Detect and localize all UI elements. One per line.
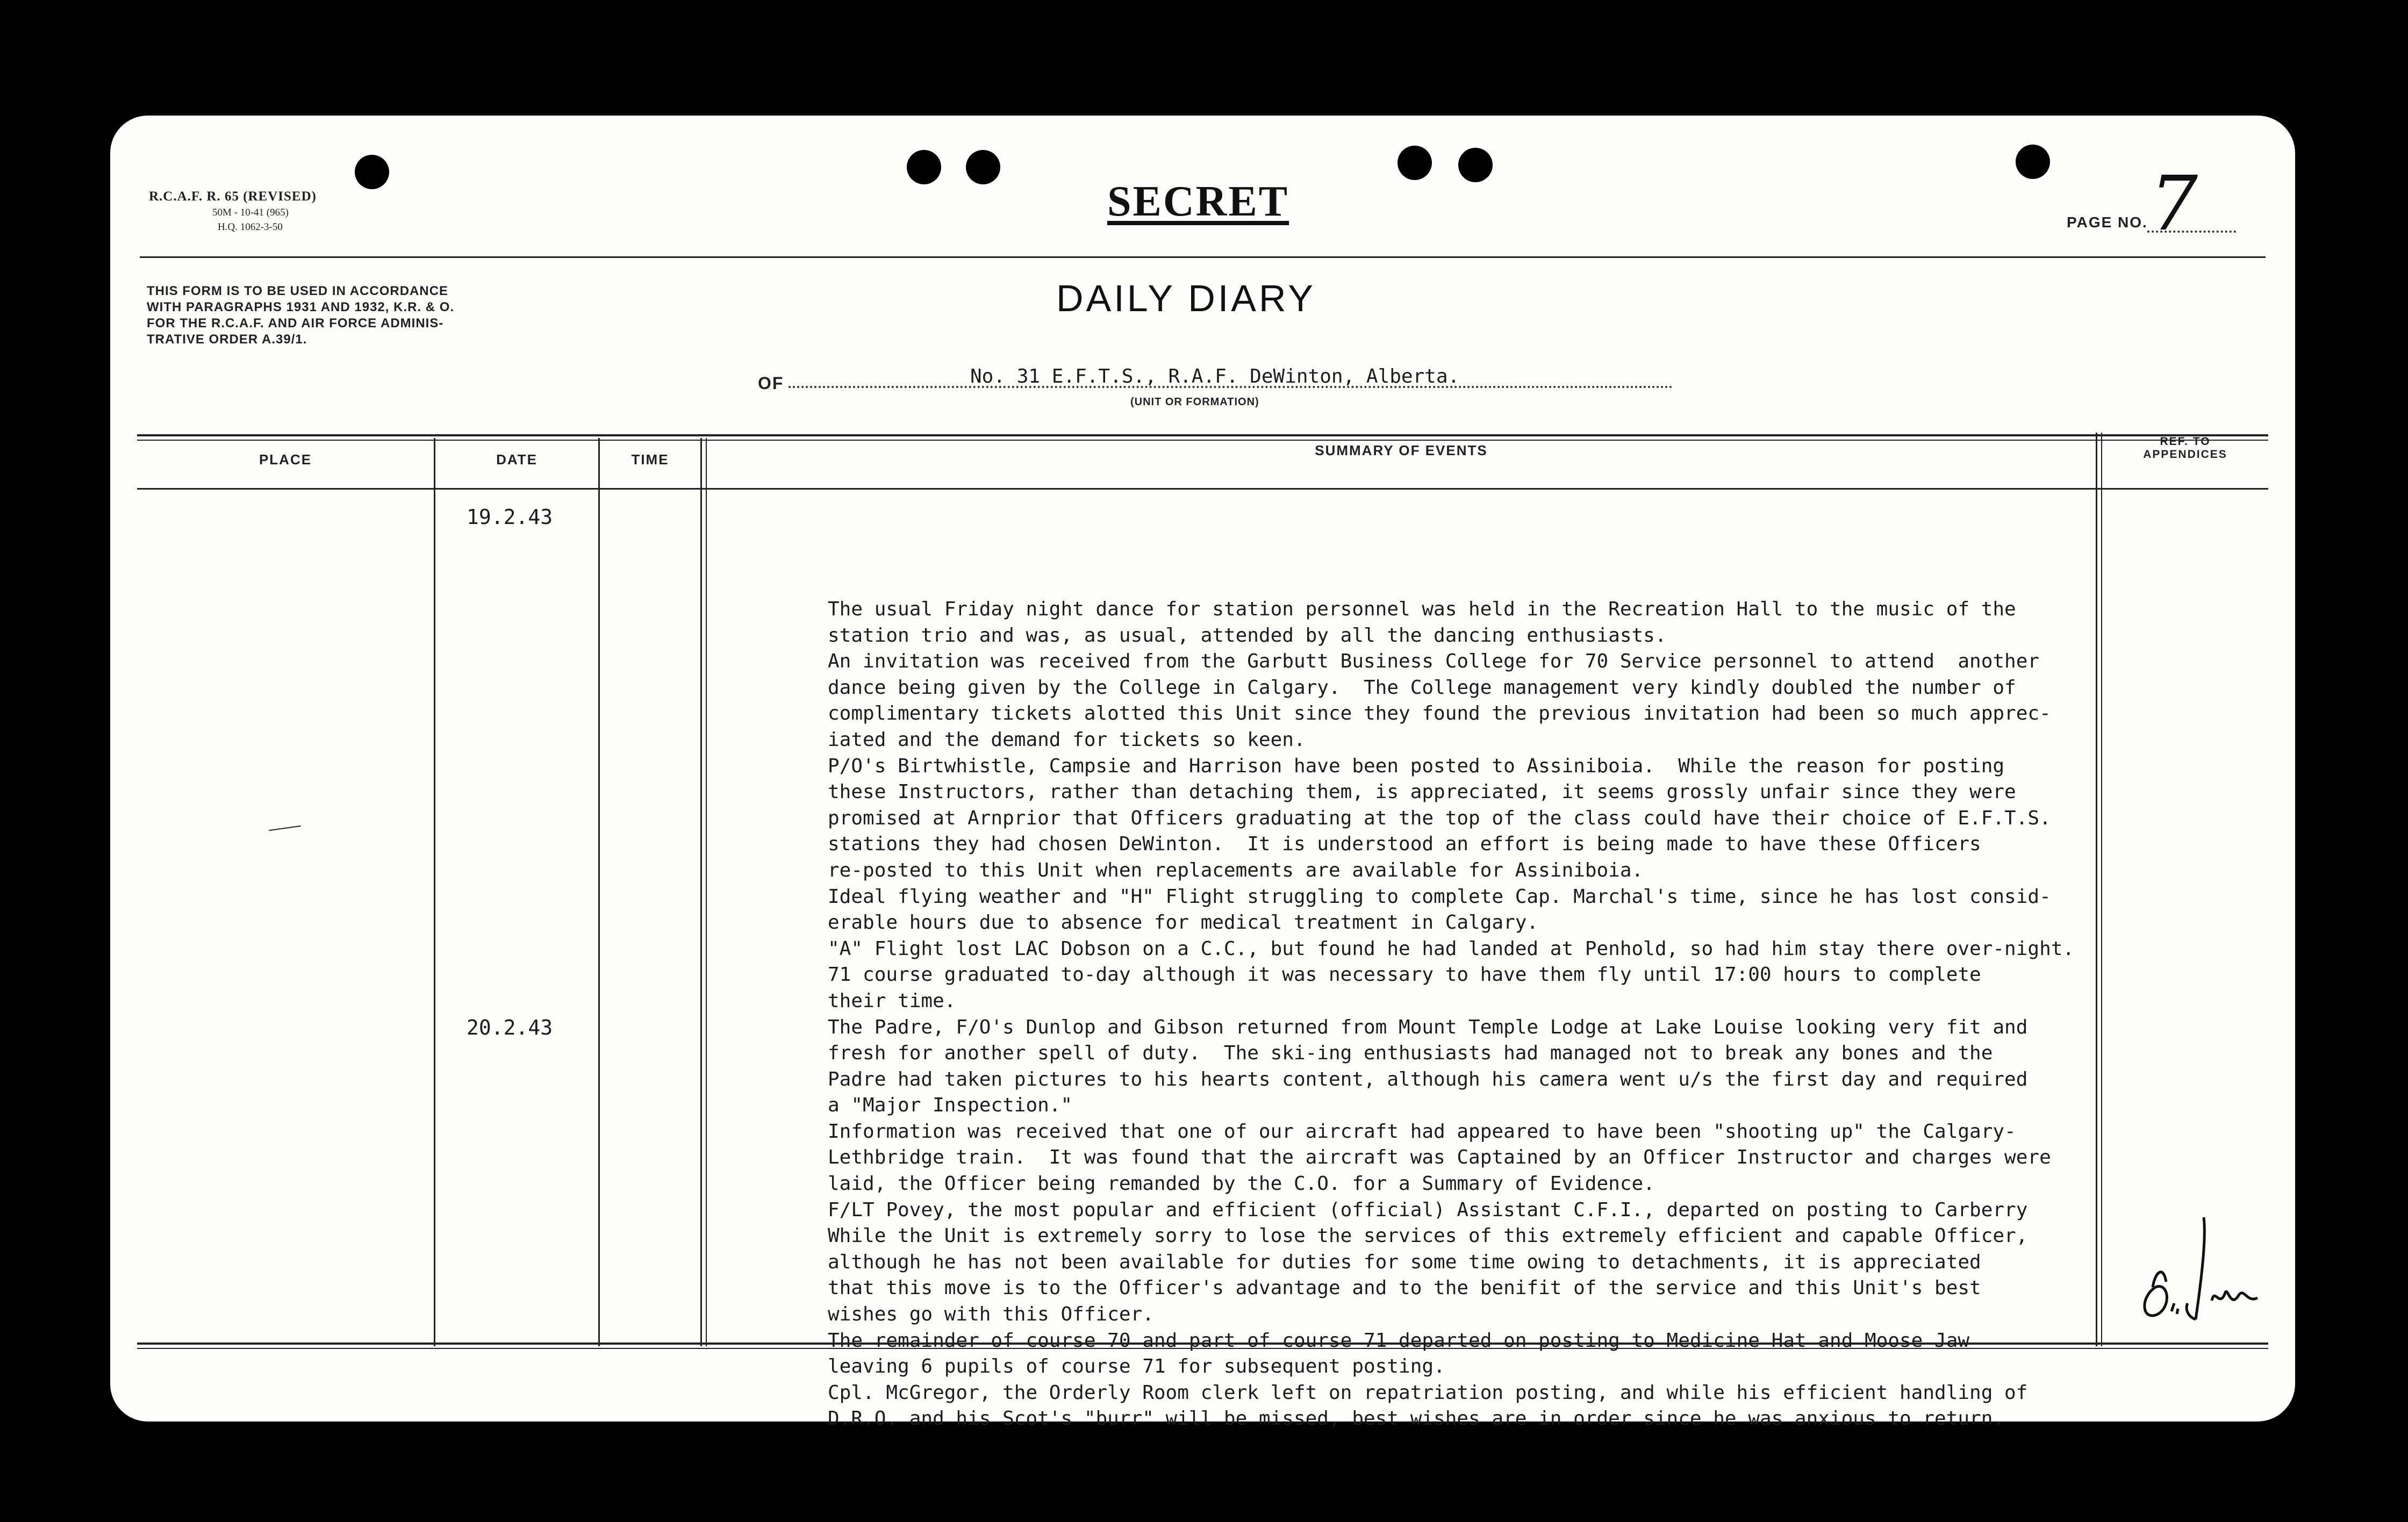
punch-hole [1398, 146, 1432, 180]
summary-line: An invitation was received from the Garbutt Business College for 70 Service personnel to attend another [828, 650, 2040, 673]
summary-line: dance being given by the College in Calgary. The College management very kindly doubled the number of [828, 676, 2016, 699]
summary-line: laid, the Officer being remanded by the C.O. for a Summary of Evidence. [828, 1173, 1655, 1195]
summary-line: although he has not been available for duties for some time owing to detachments, it is appreciated [828, 1251, 1981, 1273]
summary-line: 71 course graduated to-day although it was necessary to have them fly until 17:00 hours to complete [828, 964, 1981, 986]
column-divider [700, 438, 702, 1346]
punch-hole [355, 155, 389, 189]
page-number-label: PAGE NO. [2067, 214, 2148, 231]
summary-line: these Instructors, rather than detaching them, is appreciated, it seems grossly unfair since they were [828, 781, 2016, 803]
summary-line: complimentary tickets alotted this Unit since they found the previous invitation had been so much apprec- [828, 702, 2051, 725]
margin-mark [269, 825, 301, 831]
column-divider [434, 438, 435, 1346]
summary-line: iated and the demand for tickets so keen. [828, 728, 1306, 751]
column-divider [598, 438, 600, 1346]
page-number-rule [2147, 231, 2236, 233]
page-number: 7 [2150, 160, 2198, 248]
entry-date: 20.2.43 [467, 1016, 553, 1039]
diary-sheet [110, 116, 2295, 1430]
summary-line: erable hours due to absence for medical treatment in Calgary. [828, 911, 1539, 934]
column-header-summary: SUMMARY OF EVENTS [1315, 442, 1488, 458]
column-header-ref-line: REF. TO [2160, 435, 2211, 448]
summary-line: that this move is to the Officer's advantage and to the benifit of the service and this Unit's best [828, 1277, 1981, 1300]
column-header-time: TIME [631, 451, 669, 468]
table-top-rule-2 [137, 440, 2268, 441]
summary-line: The usual Friday night dance for station personnel was held in the Recreation Hall to the music of the [828, 598, 2016, 620]
form-number: R.C.A.F. R. 65 (REVISED) [149, 189, 317, 204]
column-header-date: DATE [496, 451, 538, 468]
column-header-ref [2102, 435, 2268, 461]
header-rule [140, 256, 2266, 258]
summary-line: Lethbridge train. It was found that the aircraft was Captained by an Officer Instructor and charges were [828, 1146, 2051, 1169]
column-divider [706, 438, 707, 1346]
form-print-code: 50M - 10-41 (965) [212, 207, 289, 218]
column-header-place: PLACE [259, 451, 312, 468]
column-header-ref-line: APPENDICES [2143, 448, 2227, 461]
summary-line: The remainder of course 70 and part of course 71 departed on posting to Medicine Hat and Moose Jaw [828, 1329, 1970, 1352]
punch-hole [966, 150, 1000, 184]
table-top-rule [137, 434, 2268, 436]
unit-label: OF [758, 374, 784, 393]
entry-date: 19.2.43 [467, 505, 553, 529]
punch-hole [1458, 148, 1493, 182]
unit-caption: (UNIT OR FORMATION) [1130, 396, 1259, 408]
punch-hole [907, 150, 941, 184]
form-hq-code: H.Q. 1062-3-50 [218, 221, 283, 233]
summary-line: leaving 6 pupils of course 71 for subsequent posting. [828, 1355, 1445, 1378]
summary-line: wishes go with this Officer. [828, 1303, 1154, 1326]
signature-icon [2134, 1207, 2263, 1330]
summary-line: Cpl. McGregor, the Orderly Room clerk left on repatriation posting, and while his efficient handling of [828, 1381, 2028, 1404]
summary-line: "A" Flight lost LAC Dobson on a C.C., but found he had landed at Penhold, so had him stay there over-night. [828, 937, 2075, 960]
summary-line: While the Unit is extremely sorry to lose the services of this extremely efficient and capable Officer, [828, 1225, 2028, 1247]
summary-line: D.R.O. and his Scot's "burr" will be missed, best wishes are in order since he was anxious to return. [828, 1408, 2005, 1430]
unit-name: No. 31 E.F.T.S., R.A.F. DeWinton, Alberta. [970, 365, 1460, 387]
summary-line: station trio and was, as usual, attended by all the dancing enthusiasts. [828, 624, 1667, 647]
summary-line: fresh for another spell of duty. The ski-ing enthusiasts had managed not to break any bones and the [828, 1042, 1993, 1065]
summary-of-events [828, 597, 2220, 1432]
summary-line: Padre had taken pictures to his hearts content, although his camera went u/s the first day and required [828, 1068, 2028, 1090]
form-title: DAILY DIARY [1056, 277, 1316, 319]
summary-line: Information was received that one of our aircraft had appeared to have been "shooting up" the Calgary- [828, 1120, 2016, 1143]
summary-line: F/LT Povey, the most popular and efficient (official) Assistant C.F.I., departed on posting to Carberry [828, 1198, 2028, 1221]
summary-line: Ideal flying weather and "H" Flight struggling to complete Cap. Marchal's time, since he has lost consid- [828, 885, 2051, 908]
summary-line: re-posted to this Unit when replacements are available for Assiniboia. [828, 859, 1644, 881]
summary-line: their time. [828, 989, 956, 1012]
form-instructions-line: WITH PARAGRAPHS 1931 AND 1932, K.R. & O. [147, 300, 455, 314]
summary-line: P/O's Birtwhistle, Campsie and Harrison have been posted to Assiniboia. While the reason for posting [828, 755, 2005, 777]
form-instructions-line: FOR THE R.C.A.F. AND AIR FORCE ADMINIS- [147, 316, 444, 331]
column-header-rule [137, 488, 2268, 490]
summary-line: stations they had chosen DeWinton. It is understood an effort is being made to have these Officers [828, 833, 1981, 856]
summary-line: The Padre, F/O's Dunlop and Gibson returned from Mount Temple Lodge at Lake Louise looking very fit and [828, 1016, 2028, 1038]
form-instructions-line: THIS FORM IS TO BE USED IN ACCORDANCE [147, 284, 449, 298]
classification-heading: SECRET [1107, 178, 1289, 225]
summary-line: promised at Arnprior that Officers graduating at the top of the class could have their choice of E.F.T.S. [828, 807, 2051, 829]
punch-hole [2016, 145, 2050, 179]
appendix-signature [2134, 1207, 2263, 1330]
form-instructions-line: TRATIVE ORDER A.39/1. [147, 332, 307, 347]
summary-line: a "Major Inspection." [828, 1094, 1073, 1117]
